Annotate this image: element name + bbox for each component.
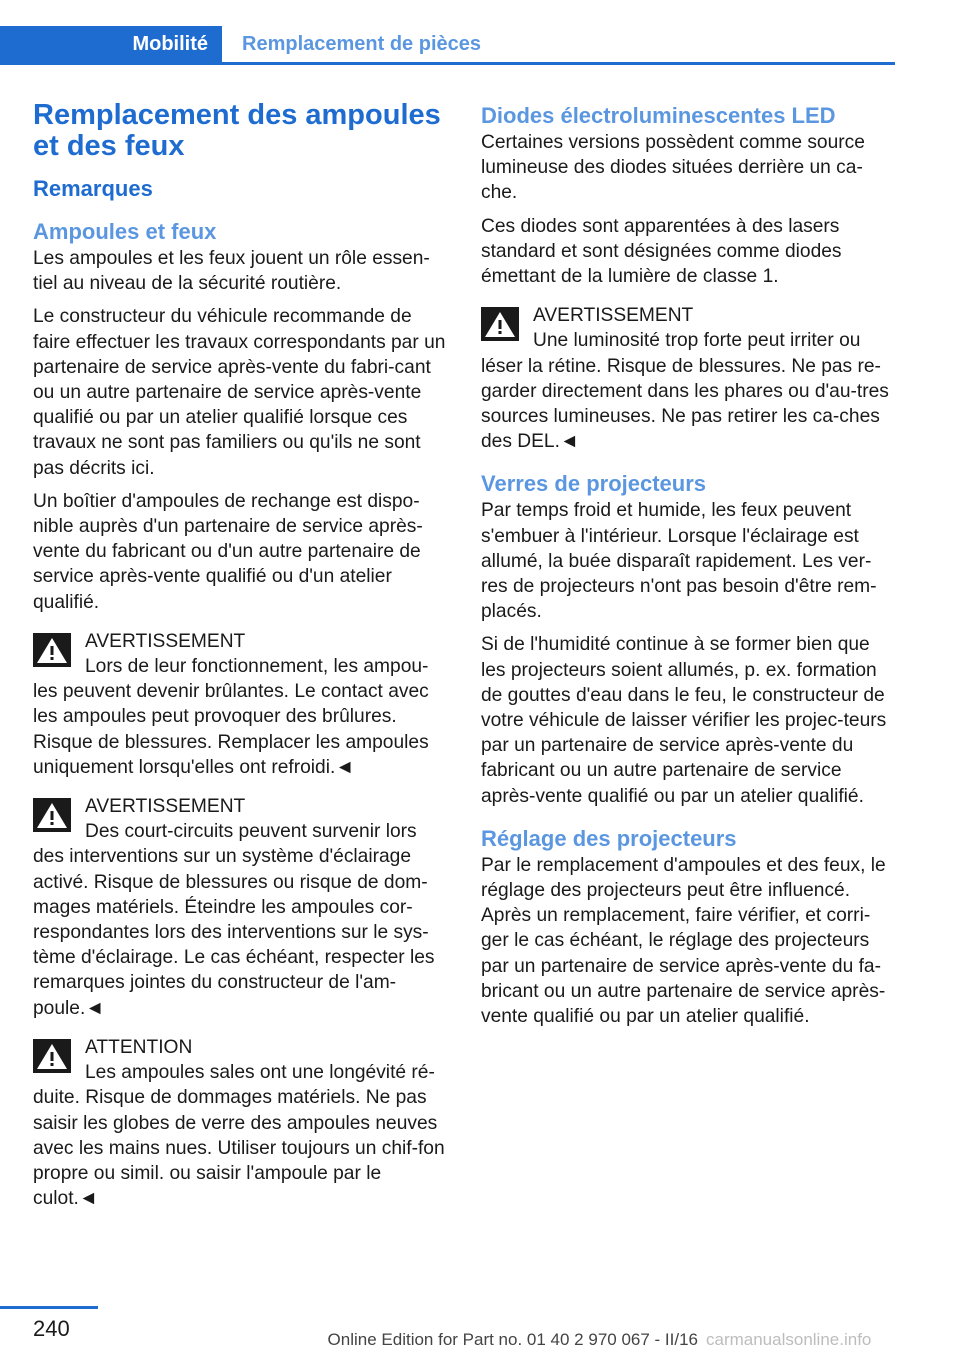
left-column [33,100,449,1221]
ampoules-heading: Ampoules et feux [33,219,217,244]
reglage-heading: Réglage des projecteurs [481,825,737,851]
warning-title: AVERTISSEMENT [85,630,246,652]
section-title: Remplacement des ampoules et des feux [33,99,441,162]
warning-text: des interventions sur un système d'éclairage activé. Risque de blessures ou risque de dom-mages matériels. Éteindre les ampoules cor-respondantes lors des interventions sur le sys-tème d'éclairage. Le cas échéant, respecter les remarques jointes du constructeur de l'am-poule.◄ [33,846,435,1019]
warning-block [33,627,449,780]
warning-triangle-icon [33,1039,71,1073]
attention-block [33,1033,449,1211]
paragraph: Si de l'humidité continue à se former bien que les projecteurs soient allumés, p. ex. formation de gouttes d'eau dans le feu, le constructeur de votre véhicule de laisser vérifier les projec-teurs par un partenaire de service après-vente du fabricant ou un autre partenaire de service après-vente qualifié ou par un atelier qualifié. [481,634,887,807]
warning-title: AVERTISSEMENT [533,305,694,327]
paragraph: Un boîtier d'ampoules de rechange est dispo-nible auprès d'un partenaire de service après-vente du fabricant ou d'un autre partenaire de service après-vente qualifié ou d'un atelier qualifié. [33,490,423,613]
paragraph: Ces diodes sont apparentées à des lasers standard et sont désignées comme diodes émettant de la lumière de classe 1. [481,215,842,288]
led-heading: Diodes électroluminescentes LED [481,103,836,128]
page-header [0,26,895,65]
paragraph: Par temps froid et humide, les feux peuvent s'embuer à l'intérieur. Lorsque l'éclairage est allumé, la buée disparaît rapidement. Les ver-res de projecteurs n'ont pas besoin d'être rem-placés. [481,500,877,623]
warning-text: Les ampoules sales ont une longévité ré- [85,1062,435,1084]
paragraph: Le constructeur du véhicule recommande de faire effectuer les travaux correspondants par un partenaire de service après-vente du fabri-cant ou un autre partenaire de service après-vente qualifié ou par un atelier qualifié lorsque ces travaux ne sont pas familiers ou qu'ils ne sont pas décrits ici. [33,306,446,479]
watermark: carmanualsonline.info [706,1330,872,1349]
warning-text: Une luminosité trop forte peut irriter ou [533,330,861,352]
warning-triangle-icon [33,798,71,832]
warning-triangle-icon [481,307,519,341]
warning-block [481,301,897,454]
warning-block [33,792,449,1021]
warning-text: Lors de leur fonctionnement, les ampou- [85,656,429,678]
page-number-rule [0,1306,98,1309]
warning-text: léser la rétine. Risque de blessures. Ne pas re-garder directement dans les phares ou d'au-tres sources lumineuses. Ne pas retirer les ca-ches des DEL.◄ [481,355,889,453]
warning-text: Des court-circuits peuvent survenir lors [85,821,417,843]
warning-triangle-icon [33,633,71,667]
edition-footer: Online Edition for Part no. 01 40 2 970 067 - II/16 [327,1330,698,1349]
verres-heading: Verres de projecteurs [481,471,707,497]
paragraph: Les ampoules et les feux jouent un rôle essen-tiel au niveau de la sécurité routière. [33,248,430,295]
paragraph: Par le remplacement d'ampoules et des feux, le réglage des projecteurs peut être influencé. Après un remplacement, faire vérifier, et corri-ger le cas échéant, le réglage des projecteurs par un partenaire de service après-vente du fa-bricant ou un autre partenaire de service après-vente qualifié ou par un atelier qualifié. [481,854,886,1028]
section-tab: Mobilité [0,26,222,62]
page-number: 240 [33,1316,70,1341]
topic-tab: Remplacement de pièces [242,33,481,55]
warning-title: AVERTISSEMENT [85,796,246,818]
attention-title: ATTENTION [85,1036,193,1058]
remarques-heading: Remarques [33,176,153,201]
right-column [481,102,897,1037]
warning-text: les peuvent devenir brûlantes. Le contact avec les ampoules peut provoquer des brûlures. Risque de blessures. Remplacer les ampoules uniquement lorsqu'elles ont refroidi.◄ [33,681,429,778]
paragraph: Certaines versions possèdent comme source lumineuse des diodes situées derrière un ca-che. [481,132,865,204]
warning-text: duite. Risque de dommages matériels. Ne pas saisir les globes de verre des ampoules neuves avec les mains nues. Utiliser toujours un chif-fon propre ou simil. ou saisir l'ampoule par le culot.◄ [33,1087,445,1210]
